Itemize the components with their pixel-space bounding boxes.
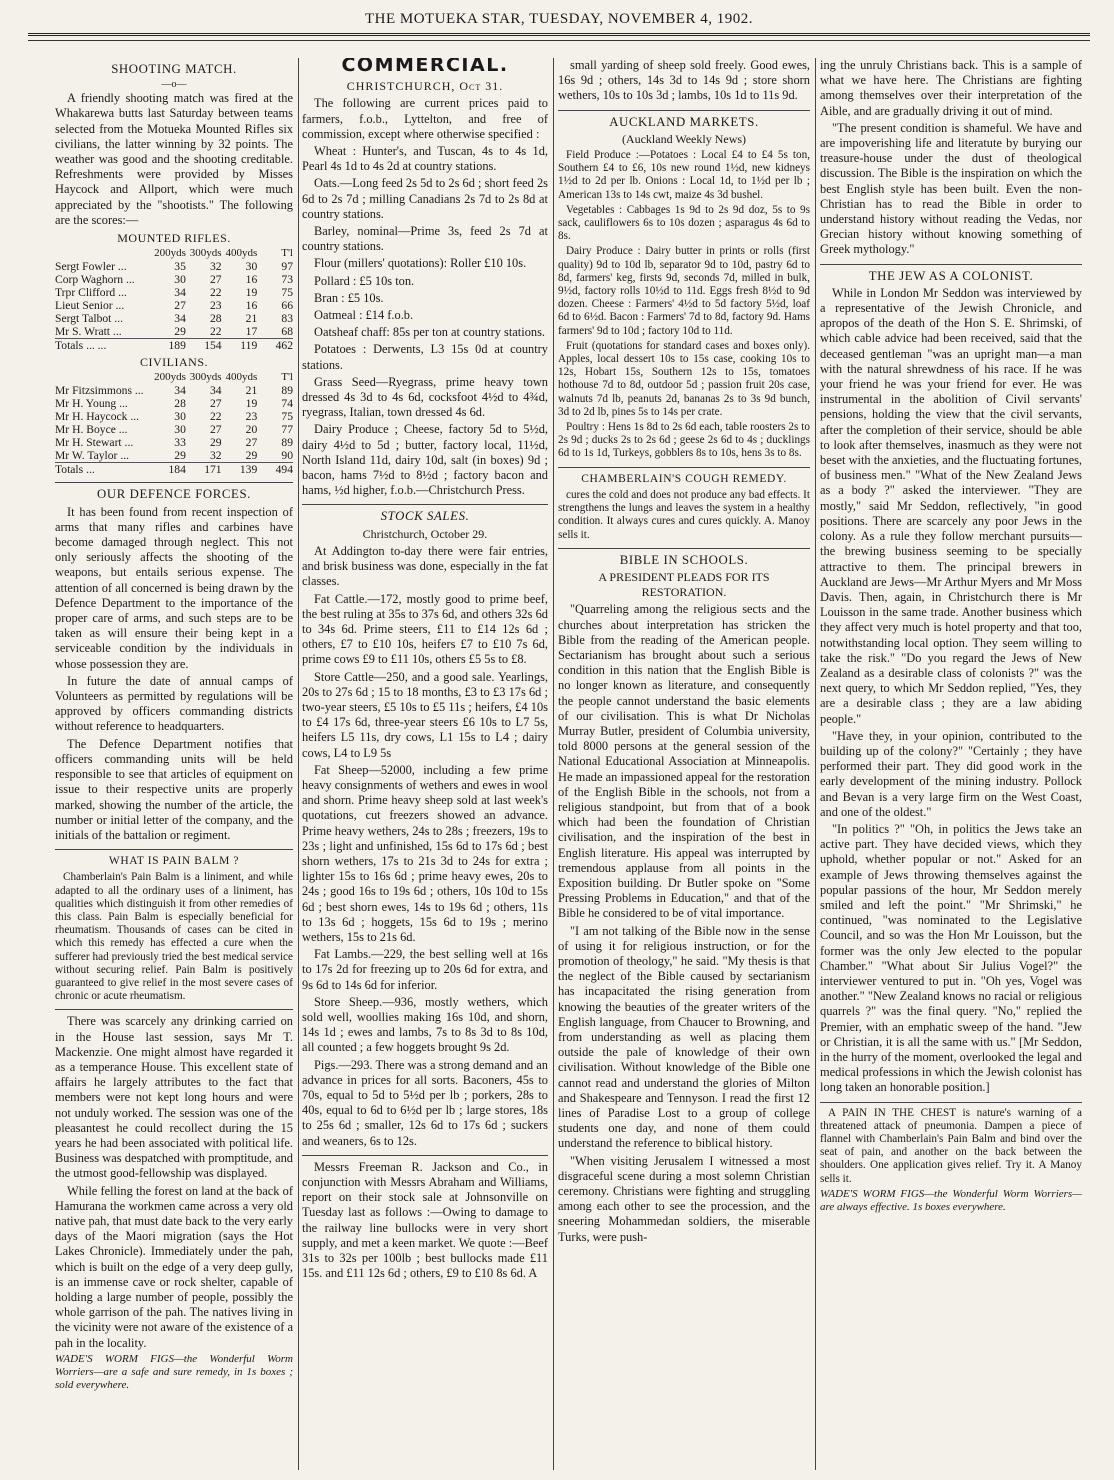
article-paragraph: Field Produce :—Potatoes : Local £4 to £4 5s ton, Southern £4 to £6, 10s new round 1½d, new kidneys 1½d to 2d per lb. Onions : Local 1d, to 1½d per lb ; American 13s to 14s cwt, maize 4s 3d bushel. [558, 149, 810, 201]
section-divider [302, 1155, 548, 1156]
article-paragraph: It has been found from recent inspection of arms that many rifles and carbines have become damaged through neglect. This not only seriously affects the shooting of the weapons, but entails serious expense. The attention of all concerned is being drawn by the Defence Department to the importance of the proper care of arms, and such steps are to be taken as will ensure their being kept in a serviceable condition by the individuals in whose possession they are. [55, 504, 293, 671]
section-divider [55, 1009, 293, 1010]
pain-balm-heading: WHAT IS PAIN BALM ? [108, 855, 240, 868]
article-paragraph: Potatoes : Derwents, L3 15s 0d at country stations. [302, 342, 548, 372]
cough-remedy-heading: CHAMBERLAIN'S COUGH REMEDY. [581, 472, 787, 485]
table-header-row: 200yds 300yds 400yds T'l [154, 247, 293, 260]
column-3 [558, 58, 810, 1458]
article-paragraph: Grass Seed—Ryegrass, prime heavy town dressed 4s 3d to 4s 6d, cocksfoot 4½d to 4¾d, ryegrass, Italian, town dressed 4s 6d. [302, 374, 548, 420]
article-paragraph: Flour (millers' quotations): Roller £10 10s. [314, 256, 527, 271]
article-paragraph: Fat Cattle.—172, mostly good to prime beef, the best ruling at 35s to 37s 6d, and others 32s 6d to 34s 6d. Prime steers, £11 to £14 12s 6d ; others, £7 to £10 10s, heifers £7 to £10 7s 6d, prime cows £9 to £11 10s, others £5 5s to £8. [302, 591, 548, 667]
article-paragraph: Fat Lambs.—229, the best selling well at 16s to 17s 2d for freezing up to 20s 6d for extra, and 9s 6d to 14s 6d for inferior. [302, 947, 548, 992]
section-divider [558, 110, 810, 111]
article-paragraph: Oatmeal : £14 f.o.b. [314, 308, 414, 323]
section-divider [820, 1102, 1082, 1103]
article-paragraph: "In politics ?" "Oh, in politics the Jews take an active part. They have decided views, which they uphold, whether popular or not." Asked for an example of Jews throwing themselves against the popular passions of the hour, Mr Seddon merely smiled and left the point." "Mr Shrimski," he continued, "was nominated to the Legislative Council, and so was the Hon Mr Louisson, but the former was the only Jew elected to the popular Chamber." "What about Sir Julius Vogel?" the interviewer ventured to put in. "Oh yes, Vogel was another." "New Zealand knows no racial or religious quarrels ?" was the final query. "No," replied the Premier, with an emphatic sweep of the hand. "Jew or Christian, it is all the same with us." [Mr Seddon, in the hurry of the moment, overlooked the legal and medical professions in which the Jewish colonist has long taken an honorable position.] [820, 821, 1082, 1095]
newspaper-title: THE MOTUEKA STAR, TUESDAY, NOVEMBER 4, 1902. [364, 11, 754, 27]
article-paragraph: "When visiting Jerusalem I witnessed a most disgraceful scene during a most solemn Christian ceremony. Christians were fighting and struggling among each other to see the procession, and the sneering Mohammedan soldiers, the miserable Turks, were push- [558, 1153, 810, 1244]
article-paragraph: There was scarcely any drinking carried on in the House last session, says Mr T. Mackenzie. One might almost have regarded it as a temperance House. This excellent state of affairs he largely attributes to the fact that members were not kept long hours and were not unduly worked. The session was one of the pleasantest he could recollect during the 15 years he had been associated with political life. Business was despatched with promptitude, and the utmost good-fellowship was displayed. [55, 1014, 293, 1181]
article-paragraph: Fruit (quotations for standard cases and boxes only). Apples, local dessert 10s to 15s case, cooking 10s to 12s, Hobart 15s, Southern 12s to 15s, tomatoes hothouse 7d to 8d, outdoor 5d ; passion fruit 20s case, walnuts 7d lb, peanuts 2d, bananas 2s to 3s 9d bunch, 3d to 2d lb, pines 5s to 14s per crate. [558, 339, 810, 418]
table-row: Mr H. Boyce ... 30 27 20 77 [55, 423, 293, 437]
article-paragraph: Vegetables : Cabbages 1s 9d to 2s 9d doz, 5s to 9s sack, cauliflowers 6s to 10s dozen ; asparagus 4s 6d to 8s. [558, 203, 810, 243]
shooting-match-heading: SHOOTING MATCH. [111, 62, 237, 76]
commercial-dateline: CHRISTCHURCH, Oct 31. [346, 79, 504, 94]
defence-forces-heading: OUR DEFENCE FORCES. [97, 487, 251, 502]
shooting-match-intro: A friendly shooting match was fired at the Whakarewa butts last Saturday between teams selected from the Motueka Mounted Rifles six civilians, the latter winning by 32 points. The weather was good and the shooting creditable. Refreshments were provided by Misses Haycock and Allport, which were much appreciated by the "shootists." The following are the scores:— [55, 91, 293, 227]
article-paragraph: The following are current prices paid to farmers, f.o.b., Lyttelton, and free of commission, except where otherwise specified : [302, 96, 548, 141]
article-paragraph: Poultry : Hens 1s 8d to 2s 6d each, table roosters 2s to 2s 9d ; ducks 2s to 2s 6d ; geese 2s 6d to 4s ; ducklings 6d to 1s 1d, Turkeys, gobblers 8s to 10s, hens 3s to 8s. [558, 421, 810, 460]
civilians-heading: CIVILIANS. [140, 355, 208, 370]
auckland-markets-heading: AUCKLAND MARKETS. [609, 114, 759, 129]
cough-remedy-advert: cures the cold and does not produce any bad effects. It strengthens the lungs and leaves the system in a healthy condition. It always cures and cures quickly. A. Manoy sells it. [558, 488, 810, 541]
article-paragraph: Dairy Produce : Dairy butter in prints or rolls (first quality) 9d to 10d lb, separator 9d to 10d, pastry 6d to 8d, farmers' keg, firsts 9d, seconds 7d, milled in bulk, 9½d, factory rolls 10½d to 11d. Eggs fresh 8½d to 9d dozen. Cheese : Farmers' 4½d to 5d factory 5½d, loaf 6d to 6½d. Bacon : Farmers' 7d to 8d, factory 9d. Hams farmers' 9d to 10d ; factory 10d to 11d. [558, 245, 810, 337]
table-row: Mr Fitzsimmons ... 34 34 21 89 [55, 384, 293, 398]
mounted-rifles-table [55, 247, 293, 352]
article-paragraph: Bran : £5 10s. [314, 290, 384, 305]
pain-in-chest-advert: A PAIN IN THE CHEST is nature's warning of a threatened attack of pneumonia. Dampen a piece of flannel with Chamberlain's Pain Balm and bind over the seat of pain, and another on the back between the shoulders. One application gives relief. Try it. A Manoy sells it. [820, 1106, 1082, 1185]
section-divider [558, 467, 810, 468]
jew-as-colonist-heading: THE JEW AS A COLONIST. [868, 268, 1034, 283]
article-paragraph: While in London Mr Seddon was interviewed by a representative of the Jewish Chronicle, and apropos of the death of the Hon S. E. Shrimski, of which cable advice had been received, said that the deceased gentleman "was an upright man—a man with the natural shrewdness of his race. If he was your friend he was your friend for ever. He was instrumental in the abolition of Civil servants' pensions, holding the view that the civil servants, after the completion of their service, should be able to look after themselves, inasmuch as they were not beset with the anxieties, and the fluctuating fortunes, of business men." "What of the New Zealand Jews as a body ?" asked the interviewer. "They are mostly," said Mr Seddon, reflectively, "in good positions. There are scarcely any poor Jews in the colony. As a rule they follow merchant pursuits—the brewing business seeming to be specially attractive to them. The principal brewers in Auckland are Jews—Mr Arthur Myers and Mr Moss Davis. Then, again, in Christchurch there is Mr Louisson in the same trade. Another business which they affect very much is hotel property and that too, notwithstanding local option. They seem willing to take the risk." "Do you regard the Jews of New Zealand as a desirable class of colonists ?" was the next query, to which Mr Seddon replied, "Yes, they are a desirable class ; they are a law abiding people." [820, 285, 1082, 726]
table-row: Mr H. Stewart ... 33 29 27 89 [55, 436, 293, 450]
table-header-row: 200yds 300yds 400yds T'l [154, 371, 293, 384]
column-divider [298, 58, 299, 1470]
heading-ornament: —o— [161, 79, 187, 91]
table-row: Mr H. Haycock ... 30 22 23 75 [55, 410, 293, 424]
section-divider [55, 849, 293, 850]
article-paragraph: Barley, nominal—Prime 3s, feed 2s 7d at country stations. [302, 224, 548, 254]
article-paragraph: Store Sheep.—936, mostly wethers, which sold well, woollies making 16s 10d, and shorn, 14s 1d ; ewes and lambs, 7s to 8s 3d to 8s 10d, all counted ; a few hoggets brought 9s 2d. [302, 994, 548, 1055]
article-paragraph: Oats.—Long feed 2s 5d to 2s 6d ; short feed 2s 6d to 2s 7d ; milling Canadians 2s 7d to 2s 8d at country stations. [302, 176, 548, 221]
masthead-rule [28, 33, 1090, 36]
article-paragraph: small yarding of sheep sold freely. Good ewes, 16s 9d ; others, 14s 3d to 14s 9d ; store shorn wethers, 10s to 10s 3d ; lambs, 10s 1d to 11s 9d. [558, 58, 810, 103]
table-row: Lieut Senior ... 27 23 16 66 [55, 299, 293, 313]
table-row: Mr W. Taylor ... 29 32 29 90 [55, 449, 293, 463]
auckland-source: (Auckland Weekly News) [621, 131, 747, 146]
table-row: Trpr Clifford ... 34 22 19 75 [55, 286, 293, 300]
masthead [28, 8, 1090, 48]
article-paragraph: The Defence Department notifies that officers commanding units will be held responsible to see that articles of equipment on issue to their respective units are properly marked, showing the number of the article, the number or initial letter of the company, and the initials of the battalion or regiment. [55, 736, 293, 842]
mounted-rifles-heading: MOUNTED RIFLES. [117, 231, 231, 246]
stock-sales-heading: STOCK SALES. [380, 509, 470, 524]
masthead-rule-thin [28, 40, 1090, 41]
article-paragraph: Pigs.—293. There was a strong demand and an advance in prices for all sorts. Baconers, 45s to 70s, equal to 5d to 5½d per lb ; porkers, 28s to 40s, equal to 6d to 6½d per lb ; large stores, 18s to 25s 6d ; smaller, 12s 6d to 17s 6d ; suckers and weaners, 6s to 12s. [302, 1057, 548, 1148]
totals-row: Totals ... 184 171 139 494 [55, 463, 293, 477]
article-paragraph: Dairy Produce ; Cheese, factory 5d to 5½d, dairy 4½d to 5d ; butter, factory local, 11½d, North Island 11d, dairy 10d, salt (in boxes) 9d ; bacon, hams 7½d to 8½d ; factory bacon and hams, ½d higher, f.o.b.—Christchurch Press. [302, 422, 548, 498]
article-paragraph: At Addington to-day there were fair entries, and brisk business was done, especially in the fat classes. [302, 543, 548, 589]
section-divider [302, 504, 548, 505]
table-row: Sergt Talbot ... 34 28 21 83 [55, 312, 293, 326]
section-divider [558, 548, 810, 549]
column-divider [553, 58, 554, 1470]
table-row: Mr S. Wratt ... 29 22 17 68 [55, 325, 293, 339]
section-divider [820, 264, 1082, 265]
wade-worm-figs-advert: WADE'S WORM FIGS—the Wonderful Worm Worriers—are always effective. 1s boxes everywhere. [820, 1187, 1082, 1213]
bible-subheading: A PRESIDENT PLEADS FOR ITS RESTORATION. [598, 569, 770, 600]
wade-worm-figs-advert: WADE'S WORM FIGS—the Wonderful Worm Worriers—are a safe and sure remedy, in 1s boxes ; sold everywhere. [55, 1352, 293, 1391]
column-1 [55, 58, 293, 1458]
article-paragraph: Wheat : Hunter's, and Tuscan, 4s to 4s 1d, Pearl 4s 1d to 4s 2d at country stations. [302, 144, 548, 174]
table-row: Sergt Fowler ... 35 32 30 97 [55, 260, 293, 274]
article-paragraph: Fat Sheep—52000, including a few prime heavy consignments of wethers and ewes in wool and shorn. Prime heavy sheep sold at last week's quotations, cut freezers showed an advance. Prime heavy wethers, 24s to 28s ; freezers, 19s to 23s ; light and unfinished, 15s 6d to 17s 6d ; best shorn wethers, 17s to 21s 3d to 24s for extra ; lighter 15s to 16s 6d ; prime heavy ewes, 20s to 24s ; good 16s to 19s 6d ; others, 10s 10d to 15s 6d ; best shorn ewes, 14s to 19s 6d ; others, 11s to 13s 6d ; hoggets, 15s 6d to 19s ; merino wethers, 15s to 21s 6d. [302, 762, 548, 944]
column-4 [820, 58, 1082, 1458]
article-paragraph: Pollard : £5 10s ton. [314, 273, 415, 288]
totals-row: Totals ... ... 189 154 119 462 [55, 339, 293, 353]
article-paragraph: While felling the forest on land at the back of Hamurana the workmen came across a very old native pah, that must date back to the very early days of the Maori migration (says the Hot Lakes Chronicle). Immediately under the pah, which is built on the edge of a very deep gully, is an immense cave or rock shelter, capable of holding a large number of people, possibly the whole garrison of the pah. The natives living in the vicinity were not aware of the existence of a pah in the locality. [55, 1183, 293, 1350]
article-paragraph: "The present condition is shameful. We have and are impoverishing life and literatute by burying our treasure-house under the dust of theological discussion. The Bible is the inspiration on which the best English style has been built. Even the non-Christian has to read the Bible in order to understand history without reading the Vedas, nor Grecian history without knowing something of Greek mythology." [820, 120, 1082, 257]
article-paragraph: "Quarreling among the religious sects and the churches about interpretation has stricken the Bible from the reading of the American people. Sectarianism has brought about such a serious condition in this nation that the English Bible is no longer known as literature, and consequently the people cannot understand the basic elements of our civilisation. This is what Dr Nicholas Murray Butler, president of Columbia university, told 8000 persons at the general session of the National Educational Association at Minneapolis. He made an impassioned appeal for the restoration of the English Bible in the schools, not from a religious standpoint, but from that of a book which had been the foundation of Christian civilisation, and the inspiration of the best in English literature. His appeal was interrupted by tremendous applause from all points in the Exposition building. Dr Butler spoke on "Some Pressing Problems in Education," and that of the Bible he considered to be of vital importance. [558, 602, 810, 921]
table-row: Mr H. Young ... 28 27 19 74 [55, 397, 293, 411]
article-paragraph: Store Cattle—250, and a good sale. Yearlings, 20s to 27s 6d ; 15 to 18 months, £3 to £3 17s 6d ; two-year steers, £5 10s to £5 11s ; heifers, £4 10s to £4 17s 6d, three-year steers £6 10s to L7 5s, heifers L5 11s, dry cows, L1 15s to L4 ; dairy cows, L4 to L9 5s [302, 669, 548, 760]
article-paragraph: Messrs Freeman R. Jackson and Co., in conjunction with Messrs Abraham and Williams, report on their stock sale at Johnsonville on Tuesday last as follows :—Owing to damage to the railway line bullocks were in very short supply, and met a keen market. We quote :—Beef 31s to 32s per 100lb ; best bullocks made £11 15s. and £11 12s 6d ; others, £9 to £10 8s 6d. A [302, 1159, 548, 1281]
civilians-table [55, 371, 293, 476]
section-divider [55, 482, 293, 483]
article-paragraph: "I am not talking of the Bible now in the sense of using it for religious instruction, or for the promotion of theology," he said. "My thesis is that the neglect of the Bible caused by sectarianism has incapacitated the rising generation from knowing the beauties of the greater writers of the English language, from Chaucer to Browning, and from understanding as well as placing them outside the pale of knowledge of their own civilisation. Without knowledge of the Bible one cannot read and understand the glories of Milton and Shakespeare and Tennyson. I read the first 12 lines of Paradise Lost to a group of college students one day, and none of them could understand the reference to biblical history. [558, 923, 810, 1151]
commercial-heading: COMMERCIAL. [341, 58, 509, 76]
article-paragraph: In future the date of annual camps of Volunteers as permitted by regulations will be approved by officers commanding districts without reference to headquarters. [55, 673, 293, 734]
pain-balm-advert: Chamberlain's Pain Balm is a liniment, and while adapted to all the ordinary uses of a liniment, has qualities which distinguish it from other remedies of this class. Pain Balm is especially beneficial for rheumatism. Thousands of cases can be cited in which this remedy has effected a cure when the sufferer had previously tried the best medical service without securing relief. Pain Balm is positively guaranteed to give relief in the most severe cases of chronic or acute rheumatism. [55, 871, 293, 1003]
table-row: Corp Waghorn ... 30 27 16 73 [55, 273, 293, 287]
bible-in-schools-heading: BIBLE IN SCHOOLS. [619, 552, 749, 567]
article-paragraph: Oatsheaf chaff: 85s per ton at country stations. [314, 325, 545, 340]
stock-sales-dateline: Christchurch, October 29. [362, 526, 488, 541]
column-2 [302, 58, 548, 1458]
column-divider [815, 58, 816, 1470]
article-paragraph: ing the unruly Christians back. This is a sample of what we have here. The Christians are fighting among themselves over their interpretation of the Aible, and are gradually driving it out of mind. [820, 58, 1082, 118]
article-paragraph: "Have they, in your opinion, contributed to the building up of the colony?" "Certainly ; they have performed their part. They did good work in the early development of the mining industry. Pollock and Bevan is a very large firm on the West Coast, and one of the oldest." [820, 728, 1082, 819]
